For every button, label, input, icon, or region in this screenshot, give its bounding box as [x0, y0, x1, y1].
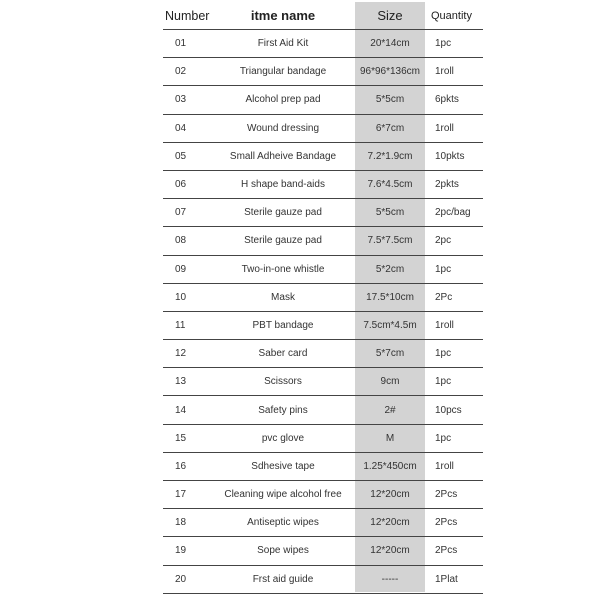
row-number: 02	[163, 58, 211, 86]
row-size: 7.5*7.5cm	[355, 227, 425, 255]
row-item-name: Wound dressing	[211, 114, 355, 142]
row-quantity: 1pc	[425, 424, 483, 452]
table-row	[163, 537, 483, 565]
row-number: 01	[163, 30, 211, 58]
row-number: 06	[163, 170, 211, 198]
row-size: 12*20cm	[355, 509, 425, 537]
table-row	[163, 368, 483, 396]
row-number: 13	[163, 368, 211, 396]
row-quantity: 1pc	[425, 255, 483, 283]
row-item-name: Cleaning wipe alcohol free	[211, 481, 355, 509]
table-row	[163, 170, 483, 198]
row-number: 12	[163, 340, 211, 368]
table-row	[163, 86, 483, 114]
table-row	[163, 30, 483, 58]
row-item-name: Two-in-one whistle	[211, 255, 355, 283]
row-size: 5*5cm	[355, 86, 425, 114]
table-row	[163, 227, 483, 255]
row-size: 5*5cm	[355, 199, 425, 227]
row-quantity: 2Pc	[425, 283, 483, 311]
row-item-name: Sdhesive tape	[211, 452, 355, 480]
row-item-name: Small Adheive Bandage	[211, 142, 355, 170]
row-item-name: Scissors	[211, 368, 355, 396]
table-row	[163, 199, 483, 227]
row-number: 05	[163, 142, 211, 170]
row-size: 12*20cm	[355, 481, 425, 509]
row-number: 20	[163, 565, 211, 593]
row-quantity: 2pc/bag	[425, 199, 483, 227]
row-quantity: 1roll	[425, 311, 483, 339]
row-item-name: Frst aid guide	[211, 565, 355, 593]
row-size: 20*14cm	[355, 30, 425, 58]
row-number: 04	[163, 114, 211, 142]
item-table	[163, 2, 483, 594]
row-item-name: Triangular bandage	[211, 58, 355, 86]
row-number: 17	[163, 481, 211, 509]
row-size: 17.5*10cm	[355, 283, 425, 311]
row-size: 7.2*1.9cm	[355, 142, 425, 170]
row-size: 5*2cm	[355, 255, 425, 283]
row-item-name: PBT bandage	[211, 311, 355, 339]
row-item-name: Safety pins	[211, 396, 355, 424]
row-item-name: Sterile gauze pad	[211, 199, 355, 227]
table-row	[163, 509, 483, 537]
header-row	[163, 2, 483, 30]
table-row	[163, 283, 483, 311]
row-item-name: Alcohol prep pad	[211, 86, 355, 114]
row-item-name: Mask	[211, 283, 355, 311]
row-item-name: Antiseptic wipes	[211, 509, 355, 537]
table-row	[163, 481, 483, 509]
row-size: 7.6*4.5cm	[355, 170, 425, 198]
table-row	[163, 114, 483, 142]
row-quantity: 2Pcs	[425, 537, 483, 565]
row-quantity: 1roll	[425, 58, 483, 86]
table-row	[163, 142, 483, 170]
row-size: 1.25*450cm	[355, 452, 425, 480]
row-quantity: 6pkts	[425, 86, 483, 114]
row-size: M	[355, 424, 425, 452]
row-quantity: 2Pcs	[425, 481, 483, 509]
row-quantity: 2pkts	[425, 170, 483, 198]
item-table-wrapper	[163, 2, 483, 594]
row-item-name: Sterile gauze pad	[211, 227, 355, 255]
row-number: 10	[163, 283, 211, 311]
row-item-name: Sope wipes	[211, 537, 355, 565]
table-row	[163, 340, 483, 368]
row-quantity: 1pc	[425, 340, 483, 368]
row-number: 14	[163, 396, 211, 424]
header-number: Number	[163, 2, 211, 30]
row-number: 09	[163, 255, 211, 283]
row-size: 96*96*136cm	[355, 58, 425, 86]
table-row	[163, 58, 483, 86]
header-item-name: itme name	[211, 2, 355, 30]
row-number: 08	[163, 227, 211, 255]
row-number: 11	[163, 311, 211, 339]
table-row	[163, 311, 483, 339]
row-number: 03	[163, 86, 211, 114]
table-row	[163, 424, 483, 452]
row-size: -----	[355, 565, 425, 593]
row-size: 5*7cm	[355, 340, 425, 368]
row-quantity: 10pcs	[425, 396, 483, 424]
table-row	[163, 565, 483, 593]
row-item-name: pvc glove	[211, 424, 355, 452]
header-size: Size	[355, 2, 425, 30]
row-quantity: 1pc	[425, 30, 483, 58]
row-size: 6*7cm	[355, 114, 425, 142]
table-row	[163, 255, 483, 283]
row-quantity: 1roll	[425, 452, 483, 480]
row-item-name: H shape band-aids	[211, 170, 355, 198]
row-number: 19	[163, 537, 211, 565]
row-number: 16	[163, 452, 211, 480]
row-item-name: Saber card	[211, 340, 355, 368]
row-quantity: 1roll	[425, 114, 483, 142]
row-quantity: 10pkts	[425, 142, 483, 170]
row-item-name: First Aid Kit	[211, 30, 355, 58]
row-quantity: 2pc	[425, 227, 483, 255]
row-number: 18	[163, 509, 211, 537]
row-quantity: 1pc	[425, 368, 483, 396]
row-size: 9cm	[355, 368, 425, 396]
row-number: 07	[163, 199, 211, 227]
header-quantity: Quantity	[425, 2, 483, 30]
row-size: 7.5cm*4.5m	[355, 311, 425, 339]
row-size: 12*20cm	[355, 537, 425, 565]
row-number: 15	[163, 424, 211, 452]
table-row	[163, 396, 483, 424]
table-row	[163, 452, 483, 480]
row-quantity: 1Plat	[425, 565, 483, 593]
row-size: 2#	[355, 396, 425, 424]
row-quantity: 2Pcs	[425, 509, 483, 537]
